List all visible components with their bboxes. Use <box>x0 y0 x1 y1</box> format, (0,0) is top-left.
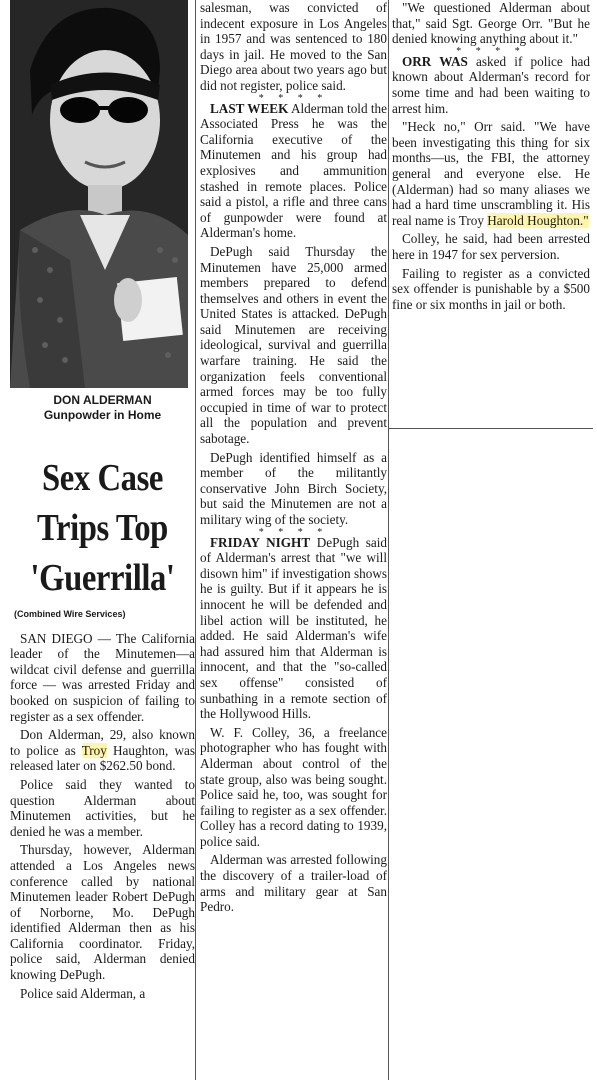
headline-line-2: Trips Top <box>37 507 168 549</box>
highlighted-name: Troy <box>81 742 107 758</box>
paragraph: DePugh identified himself as a member of the militantly conservative John Birch Society, but said the Minutemen are not a military wing of the society. <box>200 449 387 527</box>
portrait-photo <box>10 0 188 388</box>
paragraph <box>392 119 590 228</box>
column-rule-2 <box>388 0 389 1080</box>
wire-credit: (Combined Wire Services) <box>14 609 126 619</box>
paragraph: salesman, was convicted of indecent exposure in Los Angeles in 1957 and was sentenced to 180 days in jail. He moved to the San Diego area about two years ago but did not register, police said. <box>200 0 387 93</box>
paragraph: Thursday, however, Alderman attended a Los Angeles news conference called by national Minutemen leader Robert DePugh of Norborne, Mo. DePugh identified Alderman then as his California coordinator. Friday, police said, Alderman denied knowing DePugh. <box>10 842 195 983</box>
section-break: * * * * <box>258 526 329 538</box>
paragraph: Failing to register as a convicted sex offender is punishable by a $500 fine or six months in jail or both. <box>392 265 590 312</box>
column-3 <box>392 0 590 315</box>
column-1 <box>10 0 195 1004</box>
paragraph: SAN DIEGO — The California leader of the Minutemen—a wildcat civil defense and guerrilla force — was arrested Friday and booked on suspicion of failing to register as a sex offender. <box>10 630 195 724</box>
paragraph: Alderman was arrested following the discovery of a trailer-load of arms and military gear at San Pedro. <box>200 852 387 915</box>
headline-line-1: Sex Case <box>42 457 163 499</box>
paragraph: "We questioned Alderman about that," said Sgt. George Orr. "But he denied knowing anything about it." <box>392 0 590 47</box>
paragraph: Colley, he said, had been arrested here in 1947 for sex perversion. <box>392 231 590 262</box>
text-run: asked if police had known about Alderman's record for some time and had been waiting to arrest him. <box>392 53 590 116</box>
text-run: "Heck no," Orr said. "We have been investigating this thing for six months—us, the FBI, the attorney general and everyone else. He (Alderman) had so many aliases we had a hard time unscrambling it. His real name is Troy <box>392 119 590 228</box>
photo-caption <box>10 393 195 423</box>
section-break: * * * * <box>258 92 329 104</box>
paragraph <box>392 54 590 116</box>
paragraph <box>200 101 387 241</box>
text-run: DePugh said of Alderman's arrest that "we will disown him" if investigation shows he is guilty. But if it appears he is innocent he will be defended and libel action will be instituted, he added. He said Alderman's wife had assured him that Alderman is innocent, and that the "so-called sex offense" consisted of sunbathing in a remote section of the Hollywood Hills. <box>200 534 387 722</box>
caption-subtitle: Gunpowder in Home <box>43 408 162 422</box>
caption-name: DON ALDERMAN <box>53 393 152 407</box>
text-run: Don Alderman, 29, also known to police as <box>10 727 195 758</box>
paragraph: W. F. Colley, 36, a freelance photographer who has fought with Alderman about control of the state group, also was being sought. Police said he, too, was sought for failing to register as a sex offender. Colley has a record dating to 1939, police said. <box>200 724 387 849</box>
lead-in: FRIDAY NIGHT <box>210 534 311 550</box>
portrait-illustration <box>10 0 188 388</box>
lead-in: LAST WEEK <box>210 100 289 116</box>
paragraph: Police said they wanted to question Alderman about Minutemen activities, but he denied he was a member. <box>10 776 195 839</box>
paragraph <box>10 727 195 774</box>
headline-line-3: 'Guerrilla' <box>30 557 175 599</box>
headline <box>23 453 182 603</box>
article-end-rule <box>388 428 593 429</box>
column-2 <box>200 0 387 918</box>
highlighted-name: Harold Houghton." <box>487 212 589 228</box>
section-break: * * * * <box>456 45 526 57</box>
paragraph: DePugh said Thursday the Minutemen have 25,000 armed members prepared to defend themselves and others in event the United States is attacked. DePugh said Minutemen are receiving ideological, survival and guerrilla warfare training. He said the organization feels conventional armed forces may be too fully occupied in time of war to protect all the population and prevent sabotage. <box>200 243 387 447</box>
lead-in: ORR WAS <box>402 53 468 69</box>
paragraph <box>200 535 387 722</box>
column-rule-1 <box>195 0 196 1080</box>
text-run: Alderman told the Associated Press he was the California executive of the Minutemen and his group had explosives and ammunition stashed in remote places. Police said a pistol, a rifle and three cans of gunpowder were found at Alderman's home. <box>200 100 387 241</box>
paragraph: Police said Alderman, a <box>20 985 146 1001</box>
text-run: Haughton, was released later on $262.50 bond. <box>10 742 195 774</box>
